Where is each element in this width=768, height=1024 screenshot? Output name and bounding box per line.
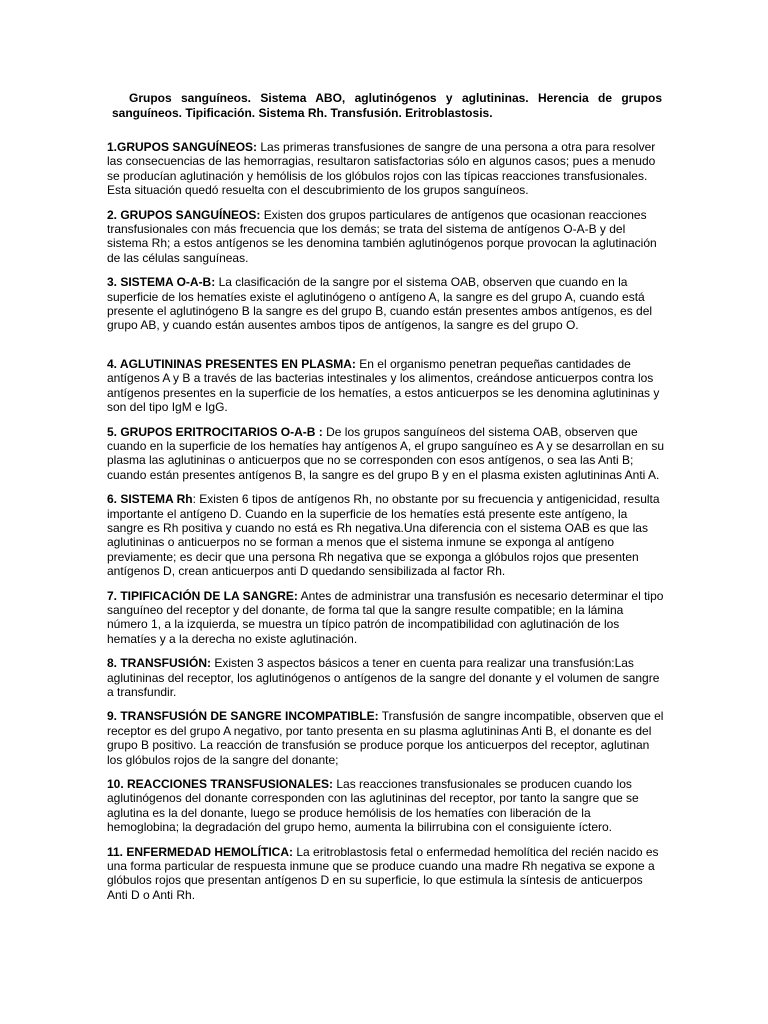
section-heading: 10. REACCIONES TRANSFUSIONALES:	[107, 777, 334, 792]
section-text: : Existen 6 tipos de antígenos Rh, no obstante por su frecuencia y antigenicidad, resulta importante el antígeno D. Cuando en la superficie de los hematíes está presente este antígeno, la sangre es Rh positiva y cuando no está es Rh negativa.Una diferencia con el sistema OAB es que las aglutininas o anticuerpos no se forman a menos que el sistema inmune se exponga al antígeno previamente; es decir que una persona Rh negativa que se exponga a glóbulos rojos que presenten antígenos D, crean anticuerpos anti D quedando sensibilizada al factor Rh.	[107, 492, 660, 579]
section-text: Transfusión de sangre incompatible, observen que el receptor es del grupo A negativo, por tanto presenta en su plasma aglutininas Anti B, el donante es del grupo B positivo. La reacción de transfusión se produce porque los anticuerpos del receptor, aglutinan los glóbulos rojos de la sangre del donante;	[107, 709, 664, 767]
section-heading: 3. SISTEMA O-A-B:	[107, 275, 216, 290]
section-text: En el organismo penetran pequeñas cantidades de antígenos A y B a través de las bacterias intestinales y los alimentos, creándose anticuerpos contra los antígenos presentes en la superficie de los hematíes, a estos anticuerpos se les denomina aglutininas y son del tipo IgM e IgG.	[107, 356, 660, 415]
section-heading: 2. GRUPOS SANGUÍNEOS:	[107, 207, 261, 222]
section-heading: 4. AGLUTININAS PRESENTES EN PLASMA:	[107, 356, 356, 371]
section-heading: 6. SISTEMA Rh	[107, 492, 193, 507]
section-8	[107, 656, 665, 699]
section-11	[107, 845, 665, 903]
section-10	[107, 777, 665, 835]
section-heading: 9. TRANSFUSIÓN DE SANGRE INCOMPATIBLE:	[107, 709, 379, 724]
section-6	[107, 492, 665, 578]
section-text: Existen 3 aspectos básicos a tener en cuenta para realizar una transfusión:Las aglutininas del receptor, los aglutinógenos o antígenos de la sangre del donante y el volumen de sangre a transfundir.	[107, 656, 660, 699]
section-text: La eritroblastosis fetal o enfermedad hemolítica del recién nacido es una forma particular de respuesta inmune que se produce cuando una madre Rh negativa se expone a glóbulos rojos que presentan antígenos D en su superficie, lo que estimula la síntesis de anticuerpos Anti D o Anti Rh.	[107, 844, 659, 902]
section-heading: 11. ENFERMEDAD HEMOLÍTICA:	[107, 844, 294, 859]
section-text: La clasificación de la sangre por el sistema OAB, observen que cuando en la superficie de los hematíes existe el aglutinógeno o antígeno A, la sangre es del grupo A, cuando está presente el aglutinógeno B la sangre es del grupo B, cuando están presentes ambos antígenos, es del grupo AB, y cuando están ausentes ambos tipos de antígenos, la sangre es del grupo O.	[107, 275, 653, 333]
section-text: Antes de administrar una transfusión es necesario determinar el tipo sanguíneo del receptor y del donante, de forma tal que la sangre resulte compatible; en la lámina número 1, a la izquierda, se muestra un típico patrón de incompatibilidad con aglutinación de los hematíes y a la derecha no existe aglutinación.	[107, 588, 664, 646]
section-heading: 5. GRUPOS ERITROCITARIOS O-A-B :	[107, 424, 323, 439]
section-1	[107, 140, 665, 198]
section-7	[107, 589, 665, 647]
document-title: Grupos sanguíneos. Sistema ABO, aglutinógenos y aglutininas. Herencia de grupos sanguíneos. Tipificación. Sistema Rh. Transfusión. Eritroblastosis.	[112, 91, 662, 120]
section-heading: 8. TRANSFUSIÓN:	[107, 656, 212, 671]
section-text: Existen dos grupos particulares de antígenos que ocasionan reacciones transfusionales con más frecuencia que los demás; se trata del sistema de antígenos O-A-B y del sistema Rh; a estos antígenos se les denomina también aglutinógenos porque provocan la aglutinación de las células sanguíneas.	[107, 207, 657, 265]
section-text: Las reacciones transfusionales se producen cuando los aglutinógenos del donante corresponden con las aglutininas del receptor, por tanto la sangre que se aglutina es la del donante, luego se produce hemólisis de los hematíes con liberación de la hemoglobina; la degradación del grupo hemo, aumenta la bilirrubina con el consiguiente íctero.	[107, 777, 639, 835]
section-text: Las primeras transfusiones de sangre de una persona a otra para resolver las consecuencias de las hemorragias, resultaron satisfactorias sólo en algunos casos; pues a menudo se producían aglutinación y hemólisis de los glóbulos rojos con las típicas reacciones transfusionales. Esta situación quedó resuelta con el descubrimiento de los grupos sanguíneos.	[107, 140, 656, 198]
section-9	[107, 709, 665, 767]
section-4	[107, 357, 665, 415]
section-heading: 1.GRUPOS SANGUÍNEOS:	[107, 140, 258, 154]
section-2	[107, 208, 665, 266]
section-5	[107, 425, 665, 483]
section-3	[107, 275, 665, 333]
section-text: De los grupos sanguíneos del sistema OAB, observen que cuando en la superficie de los hematíes hay antígenos A, el grupo sanguíneo es A y se desarrollan en su plasma las aglutininas o anticuerpos que no se corresponden con esos antígenos, o sea las Anti B; cuando están presentes antígenos B, la sangre es del grupo B y en el plasma existen aglutininas Anti A.	[107, 424, 665, 482]
document-body	[107, 140, 665, 912]
section-heading: 7. TIPIFICACIÓN DE LA SANGRE:	[107, 588, 298, 603]
